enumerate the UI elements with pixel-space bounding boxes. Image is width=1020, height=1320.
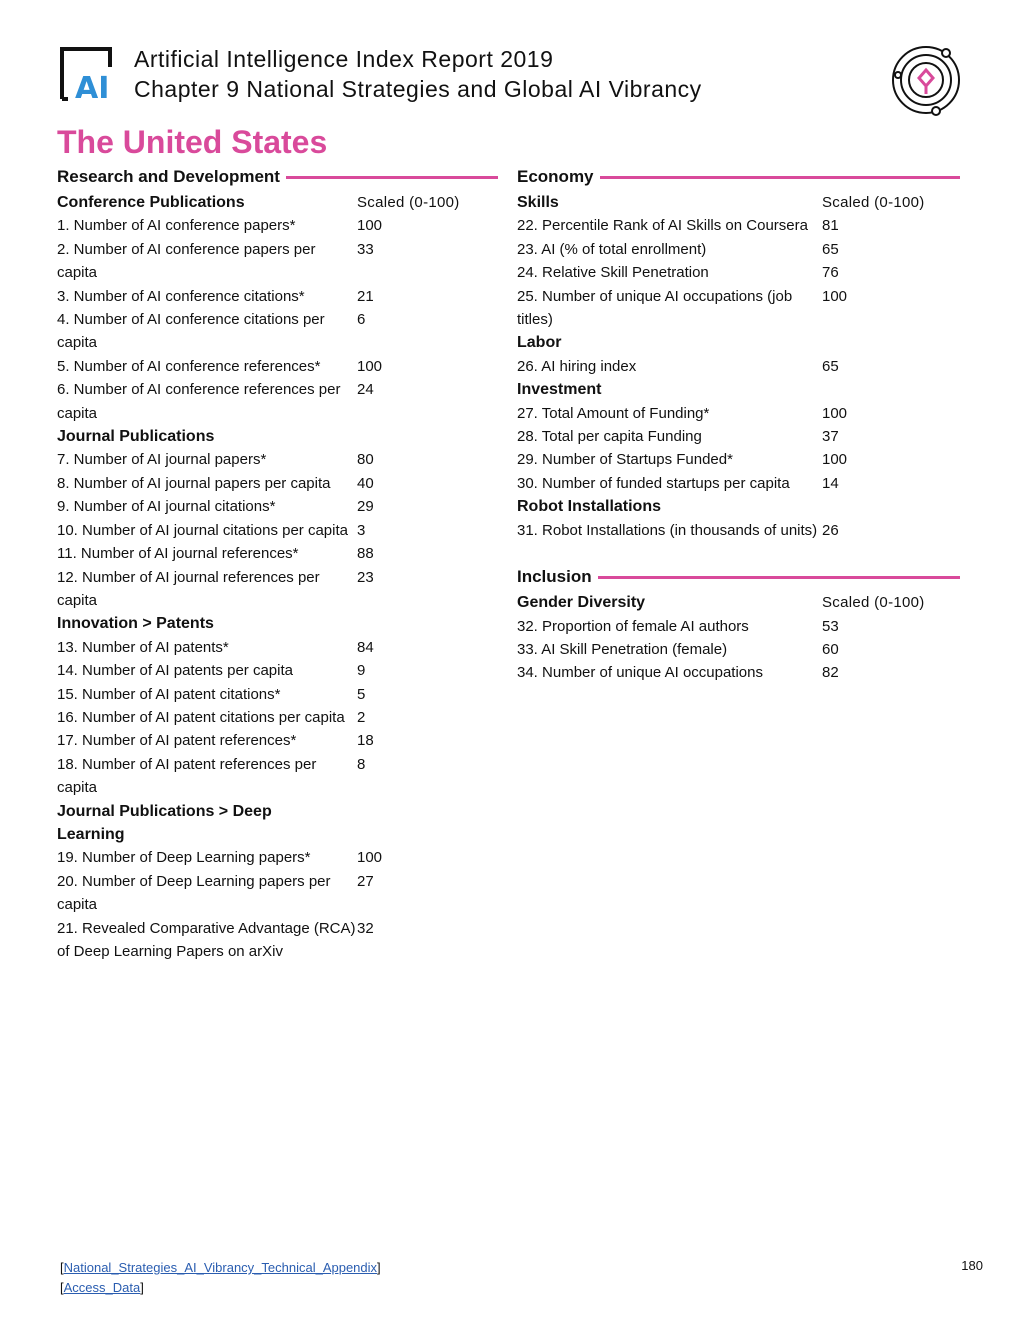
subheading-robot: Robot Installations [517, 498, 661, 516]
page-number: 180 [961, 1258, 983, 1273]
metric-name: 25. Number of unique AI occupations (job titles) [517, 287, 793, 329]
metric-name: 28. Total per capita Funding [517, 428, 702, 446]
metric-value: 32 [357, 919, 374, 937]
metric-value: 3 [357, 521, 366, 539]
section-rule [600, 176, 960, 179]
metric-name: 33. AI Skill Penetration (female) [517, 640, 728, 658]
metric-row [57, 846, 498, 869]
metric-row [57, 285, 498, 308]
metric-row [57, 706, 498, 729]
subheading-deep-learning: Journal Publications > Deep Learning [57, 802, 272, 843]
metric-name: 6. Number of AI conference references per capita [57, 381, 341, 422]
metric-name: 26. AI hiring index [517, 357, 637, 375]
metric-row [57, 448, 498, 471]
metric-row [517, 261, 960, 284]
metric-value: 6 [357, 311, 366, 329]
metric-value: 23 [357, 568, 374, 586]
metric-value: 80 [357, 451, 374, 469]
metric-value: 2 [357, 708, 366, 726]
metric-name: 14. Number of AI patents per capita [57, 662, 293, 680]
section-header-inclusion [517, 565, 960, 589]
metric-name: 13. Number of AI patents* [57, 638, 229, 656]
report-title: Artificial Intelligence Index Report 2019 [134, 46, 554, 72]
metric-value: 100 [357, 849, 383, 867]
metric-value: 21 [357, 287, 374, 305]
metric-row [57, 355, 498, 378]
metric-value: 53 [822, 617, 839, 635]
metric-value: 5 [357, 685, 366, 703]
chapter-title: Chapter 9 National Strategies and Global AI Vibrancy [134, 76, 702, 102]
section-header-economy [517, 165, 960, 189]
metric-row [517, 355, 960, 378]
metric-name: 32. Proportion of female AI authors [517, 617, 749, 635]
technical-appendix-link[interactable]: National_Strategies_AI_Vibrancy_Technical_Appendix [63, 1260, 378, 1275]
metric-name: 1. Number of AI conference papers* [57, 217, 296, 235]
metric-value: 100 [822, 451, 848, 469]
conference-list [57, 214, 498, 425]
metric-row [57, 683, 498, 706]
metric-row [517, 425, 960, 448]
metric-name: 4. Number of AI conference citations per capita [57, 311, 325, 352]
metric-name: 22. Percentile Rank of AI Skills on Coursera [517, 217, 808, 235]
metric-row [57, 472, 498, 495]
metric-name: 9. Number of AI journal citations* [57, 498, 276, 516]
metric-name: 12. Number of AI journal references per capita [57, 568, 320, 609]
robot-list [517, 519, 960, 542]
metric-name: 17. Number of AI patent references* [57, 732, 297, 750]
ai-index-logo [60, 47, 120, 101]
metric-value: 81 [822, 217, 839, 235]
metric-name: 30. Number of funded startups per capita [517, 474, 790, 492]
metric-value: 27 [357, 872, 374, 890]
metric-name: 7. Number of AI journal papers* [57, 451, 267, 469]
subheading-labor: Labor [517, 334, 562, 352]
metric-value: 29 [357, 498, 374, 516]
metric-value: 18 [357, 732, 374, 750]
metric-row [517, 285, 960, 332]
economy-inclusion-column [517, 165, 960, 685]
metric-value: 100 [357, 217, 383, 235]
metric-row [517, 661, 960, 684]
metric-row [57, 659, 498, 682]
metric-name: 34. Number of unique AI occupations [517, 664, 763, 682]
labor-list [517, 355, 960, 378]
metric-value: 100 [357, 357, 383, 375]
metric-row [517, 238, 960, 261]
section-title: Inclusion [517, 567, 592, 587]
metric-row [57, 566, 498, 613]
metric-value: 37 [822, 428, 839, 446]
metric-name: 2. Number of AI conference papers per capita [57, 240, 316, 282]
deep-learning-list [57, 846, 498, 963]
patents-list [57, 636, 498, 800]
metric-name: 19. Number of Deep Learning papers* [57, 849, 311, 867]
metric-row [57, 214, 498, 237]
metric-name: 5. Number of AI conference references* [57, 357, 321, 375]
investment-list [517, 402, 960, 496]
metric-row [57, 917, 498, 964]
metric-name: 29. Number of Startups Funded* [517, 451, 733, 469]
metric-value: 65 [822, 240, 839, 258]
metric-row [517, 448, 960, 471]
metric-row [57, 308, 498, 355]
subheading-investment: Investment [517, 381, 602, 399]
logo-text: AI [75, 71, 110, 101]
journal-list [57, 448, 498, 612]
metric-value: 40 [357, 474, 374, 492]
report-header [134, 44, 702, 104]
metric-name: 10. Number of AI journal citations per capita [57, 521, 348, 539]
metric-value: 82 [822, 664, 839, 682]
metric-value: 100 [822, 287, 848, 305]
metric-value: 8 [357, 755, 366, 773]
metric-row [517, 472, 960, 495]
subheading-gender: Gender Diversity Scaled (0-100) [517, 591, 960, 614]
metric-row [517, 638, 960, 661]
section-title: Economy [517, 167, 594, 186]
metric-row [57, 495, 498, 518]
metric-name: 11. Number of AI journal references* [57, 545, 299, 563]
gender-list [517, 615, 960, 685]
metric-row [517, 402, 960, 425]
metric-name: 8. Number of AI journal papers per capita [57, 474, 331, 492]
metric-value: 33 [357, 240, 374, 258]
research-development-column [57, 165, 498, 963]
metric-row [57, 753, 498, 800]
metric-row [57, 238, 498, 285]
subheading-conference: Conference Publications Scaled (0-100) [57, 191, 498, 214]
section-rule [286, 176, 498, 179]
metric-value: 26 [822, 521, 839, 539]
footer-links: [National_Strategies_AI_Vibrancy_Technical_Appendix] [Access_Data] [60, 1260, 381, 1295]
metric-row [57, 729, 498, 752]
section-header-research [57, 165, 498, 189]
section-title: Research and Development [57, 167, 280, 186]
access-data-link[interactable]: Access_Data [63, 1279, 141, 1295]
orbit-emblem-icon [888, 42, 964, 118]
metric-row [57, 870, 498, 917]
metric-value: 84 [357, 638, 374, 656]
page-title: The United States [57, 124, 328, 160]
subheading-journal: Journal Publications [57, 428, 215, 446]
metric-name: 16. Number of AI patent citations per capita [57, 708, 345, 726]
metric-name: 27. Total Amount of Funding* [517, 404, 710, 422]
metric-name: 31. Robot Installations (in thousands of units) [517, 521, 818, 539]
metric-value: 14 [822, 474, 839, 492]
subheading-skills: Skills Scaled (0-100) [517, 191, 960, 214]
metric-row [57, 636, 498, 659]
metric-name: 20. Number of Deep Learning papers per capita [57, 872, 331, 914]
scaled-header: Scaled (0-100) [357, 194, 460, 211]
metric-value: 100 [822, 404, 848, 422]
metric-name: 3. Number of AI conference citations* [57, 287, 305, 305]
metric-name: 15. Number of AI patent citations* [57, 685, 281, 703]
subheading-patents: Innovation > Patents [57, 615, 214, 633]
metric-name: 23. AI (% of total enrollment) [517, 240, 707, 258]
metric-row [517, 214, 960, 237]
scaled-header: Scaled (0-100) [822, 594, 925, 612]
metric-row [517, 615, 960, 638]
metric-value: 76 [822, 264, 839, 282]
scaled-header: Scaled (0-100) [822, 194, 925, 211]
metric-value: 88 [357, 545, 374, 563]
metric-value: 9 [357, 662, 366, 680]
metric-name: 21. Revealed Comparative Advantage (RCA) of Deep Learning Papers on arXiv [57, 919, 356, 960]
metric-row [57, 519, 498, 542]
metric-row [57, 378, 498, 425]
metric-name: 24. Relative Skill Penetration [517, 264, 709, 282]
metric-name: 18. Number of AI patent references per capita [57, 755, 317, 797]
metric-value: 24 [357, 381, 374, 399]
metric-row [517, 519, 960, 542]
metric-value: 65 [822, 357, 839, 375]
section-rule [598, 576, 960, 579]
metric-row [57, 542, 498, 565]
metric-value: 60 [822, 640, 839, 658]
skills-list [517, 214, 960, 331]
